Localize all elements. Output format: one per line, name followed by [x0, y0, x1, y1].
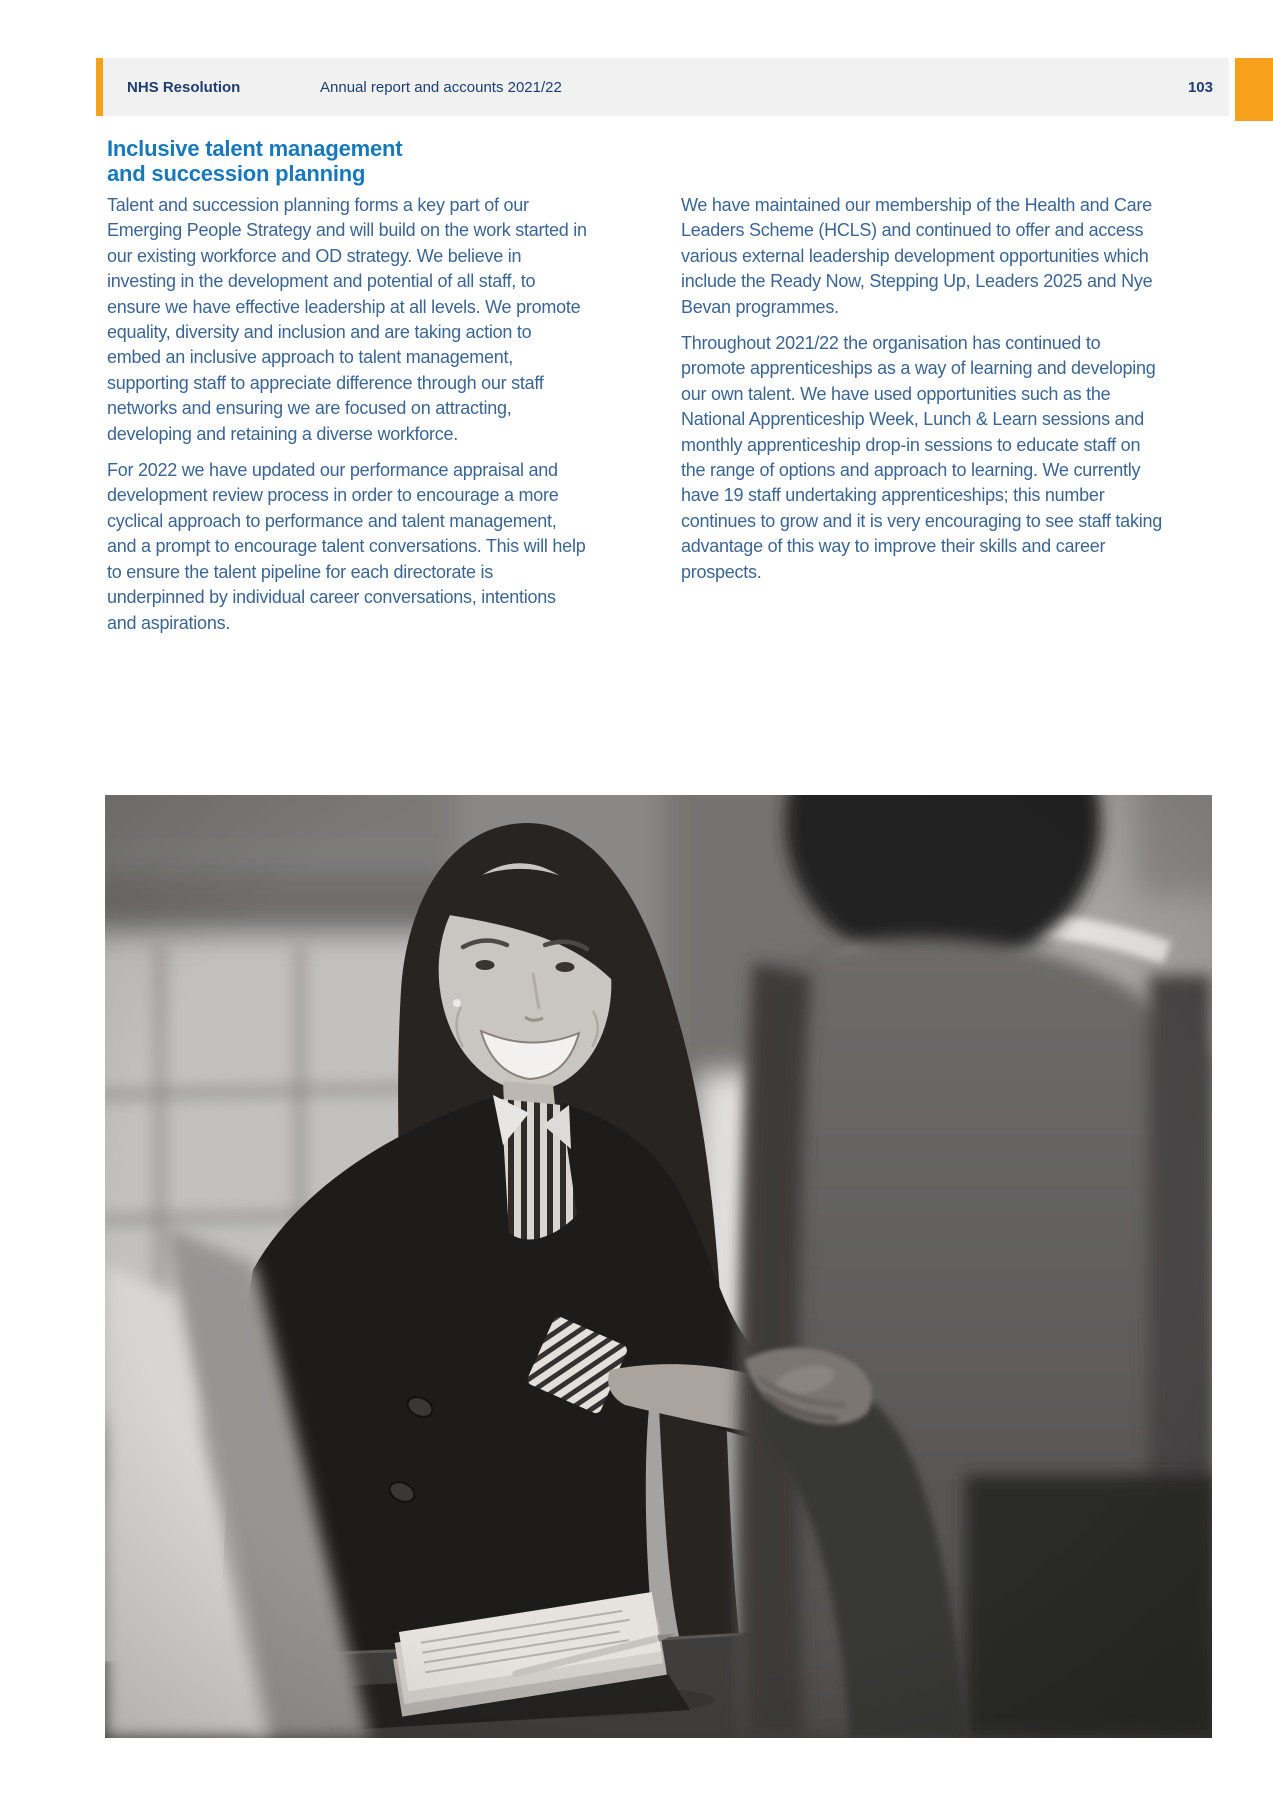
orange-accent-bar-left	[96, 58, 103, 116]
paragraph: We have maintained our membership of the Health and Care Leaders Scheme (HCLS) and continued to offer and access various external leadership development opportunities which include the Ready Now, Stepping Up, Leaders 2025 and Nye Bevan programmes.	[681, 195, 1153, 317]
section-heading	[107, 136, 402, 186]
paragraph: Throughout 2021/22 the organisation has continued to promote apprenticeships as a way of learning and developing our own talent. We have used opportunities such as the National Apprenticeship Week, Lunch & Learn sessions and monthly apprenticeship drop-in sessions to educate staff on the range of options and approach to learning. We currently have 19 staff undertaking apprenticeships; this number continues to grow and it is very encouraging to see staff taking advantage of this way to improve their skills and career prospects.	[681, 333, 1162, 582]
section-heading-line2: and succession planning	[107, 161, 366, 186]
document-title: Annual report and accounts 2021/22	[320, 78, 562, 96]
page-number: 103	[1187, 78, 1213, 96]
page-header	[103, 58, 1229, 116]
paragraph: For 2022 we have updated our performance appraisal and development review process in order to encourage a more cyclical approach to performance and talent management, and a prompt to encourage talent conversations. This will help to ensure the talent pipeline for each directorate is underpinned by individual career conversations, intentions and aspirations.	[107, 460, 586, 633]
photo-handshake	[105, 795, 1212, 1738]
body-columns	[107, 193, 1163, 647]
left-column	[107, 193, 589, 647]
brand-name: NHS Resolution	[127, 78, 241, 96]
section-heading-line1: Inclusive talent management	[107, 136, 403, 161]
paragraph: Talent and succession planning forms a key part of our Emerging People Strategy and will build on the work started in our existing workforce and OD strategy. We believe in investing in the development and potential of all staff, to ensure we have effective leadership at all levels. We promote equality, diversity and inclusion and are taking action to embed an inclusive approach to talent management, supporting staff to appreciate difference through our staff networks and ensuring we are focused on attracting, developing and retaining a diverse workforce.	[107, 195, 587, 444]
right-column	[681, 193, 1163, 647]
orange-accent-block-right	[1235, 58, 1273, 121]
